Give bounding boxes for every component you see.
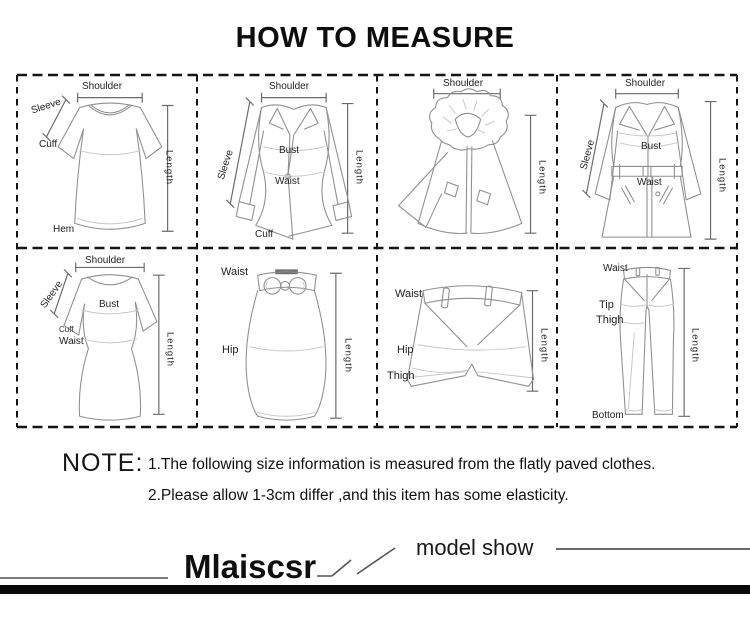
footer-black-bar [0,585,750,594]
shorts-waist-label: Waist [395,288,423,300]
shorts-drawing [379,252,555,424]
shorts-length-label: Length [538,328,550,364]
panel-trench-coat [559,78,735,245]
skirt-waist-label: Waist [221,266,249,278]
note-heading: NOTE: [62,449,144,477]
panel-skirt [199,252,375,424]
footer-left-rule [0,577,168,579]
pants-length-label: Length [689,328,701,364]
dress-cuff-label: Cuff [59,325,74,334]
skirt-hip-label: Hip [222,344,239,356]
blazer-cuff-label: Cuff [255,229,274,240]
dress-length-label: Length [164,332,176,368]
panel-dress [19,252,195,424]
brand-logo-text: Mlaiscsr [184,548,317,585]
panel-shorts [379,252,555,424]
pants-bottom-label: Bottom [592,410,624,421]
dress-sleeve-label: Sleeve [38,279,66,311]
tshirt-sleeve-label: Sleeve [29,96,63,117]
tshirt-length-label: Length [163,150,175,186]
panel-tshirt [19,78,195,245]
trench-bust-label: Bust [641,141,662,152]
model-show-label: model show [416,535,534,560]
slash-marks-icon [315,543,407,581]
panel-blazer [199,78,375,245]
pants-waist-label: Waist [603,263,628,274]
note-line-2: 2.Please allow 1-3cm differ ,and this item has some elasticity. [148,487,569,504]
tshirt-hem-label: Hem [53,224,75,235]
panel-fur-coat [379,78,555,245]
dress-waist-label: Waist [59,336,84,347]
footer-right-rule [556,548,750,550]
blazer-waist-label: Waist [275,176,300,187]
blazer-bust-label: Bust [279,145,300,156]
tshirt-shoulder-label: Shoulder [82,81,123,92]
fur-coat-length-label: Length [536,160,548,196]
pants-tip-label: Tip [599,299,614,311]
fur-coat-shoulder-label: Shoulder [443,78,484,89]
note-line-1: 1.The following size information is measured from the flatly paved clothes. [148,456,656,473]
shorts-hip-label: Hip [397,344,414,356]
blazer-length-label: Length [353,150,365,186]
skirt-length-label: Length [342,338,354,374]
dress-shoulder-label: Shoulder [85,255,126,266]
blazer-shoulder-label: Shoulder [269,81,310,92]
trench-length-label: Length [716,158,728,194]
fur-coat-drawing [379,78,555,245]
trench-sleeve-label: Sleeve [578,138,598,172]
shorts-thigh-label: Thigh [387,370,415,382]
measure-grid [15,73,739,429]
page-title: HOW TO MEASURE [235,22,515,54]
dress-bust-label: Bust [99,299,120,310]
pants-thigh-label: Thigh [596,314,624,326]
trench-shoulder-label: Shoulder [625,78,666,89]
trench-waist-label: Waist [637,177,662,188]
tshirt-cuff-label: Cuff [39,139,58,150]
pants-drawing [559,252,735,424]
blazer-sleeve-label: Sleeve [215,148,236,182]
panel-pants [559,252,735,424]
